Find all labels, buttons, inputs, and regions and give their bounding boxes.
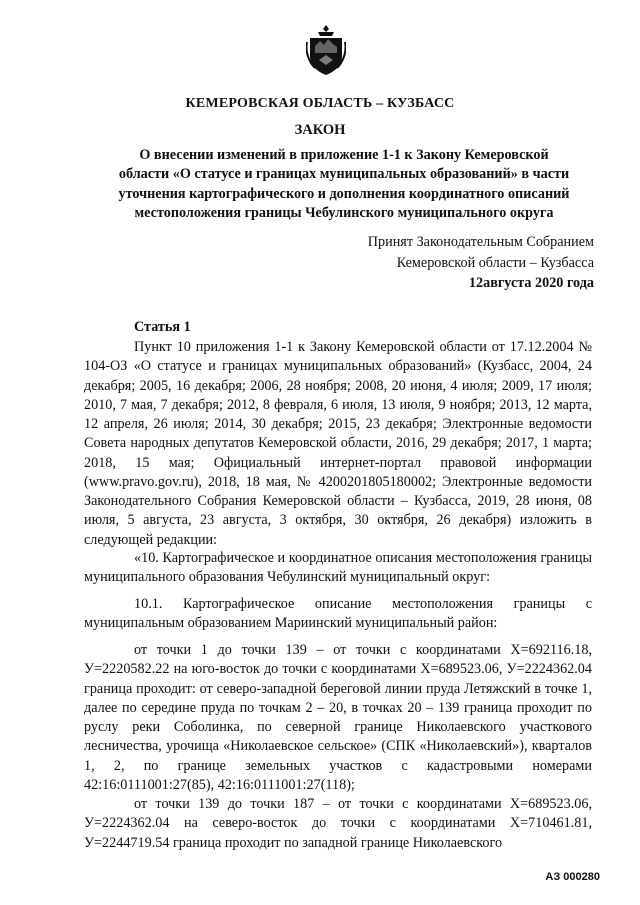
subject-line: уточнения картографического и дополнения координатного описаний <box>118 185 570 202</box>
document-type: ЗАКОН <box>294 122 346 138</box>
article-paragraph: Пункт 10 приложения 1-1 к Закону Кемеровской области от 17.12.2004 № 104-ОЗ «О статусе и границах муниципальных образований» (Кузбасс, 2004, 24 декабря; 2005, 16 декабря; 2006, 28 ноября; 2008, 20 июня, 4 июля; 2009, 17 июля; 2010, 7 мая, 7 декабря; 2012, 8 февраля, 6 июля, 13 июля, 9 ноября; 2013, 12 марта, 12 апреля, 26 июля; 2014, 30 декабря; 2015, 23 декабря; Электронные ведомости Совета народных депутатов Кемеровской области, 2016, 29 декабря; 2017, 1 марта; 2018, 15 мая; Официальный интернет-портал правовой информации (www.pravo.gov.ru), 2018, 18 мая, № 4200201805180002; Электронные ведомости Законодательного Собрания Кемеровской области – Кузбасса, 2019, 28 июня, 08 июля, 5 августа, 23 августа, 3 октября, 30 октября, 26 декабря) изложить в следующей редакции: <box>84 339 592 548</box>
coat-of-arms-emblem <box>306 24 346 76</box>
form-number: АЗ 000280 <box>545 871 600 883</box>
article-title: Статья 1 <box>134 319 191 335</box>
adoption-line: Кемеровской области – Кузбасса <box>396 254 594 271</box>
adoption-line: Принят Законодательным Собранием <box>367 234 594 250</box>
boundary-paragraph: от точки 139 до точки 187 – от точки с координатами Х=689523.06, У=2224362.04 на северо-восток до точки с координатами Х=710461.81, У=2244719.54 граница проходит по западной границе Николаевского <box>84 796 592 851</box>
section-heading: 10.1. Картографическое описание местоположения границы с муниципальным образованием Мариинский муниципальный район: <box>84 596 592 632</box>
adoption-date: 12августа 2020 года <box>468 275 594 291</box>
adoption-block <box>368 232 594 294</box>
boundary-paragraph: от точки 1 до точки 139 – от точки с координатами Х=692116.18, У=2220582.22 на юго-восток до точки с координатами Х=689523.06, У=2224362.04 граница проходит: от северо-западной береговой линии пруда Летяжский в точке 1, далее по середине пруда по точкам 2 – 20, в точках 20 – 139 граница проходит по руслу реки Соболинка, по северной границе Николаевского участкового лесничества, урочища «Николаевское сельское» (СПК «Николаевский»), кварталов 1, 2, по границе земельных участков с кадастровыми номерами 42:16:0111001:27(85), 42:16:0111001:27(118); <box>84 642 592 793</box>
subject-line: местоположения границы Чебулинского муниципального округа <box>134 204 554 221</box>
quoted-item: «10. Картографическое и координатное описания местоположения границы муниципального образования Чебулинский муниципальный округ: <box>84 550 592 586</box>
subject-line: области «О статусе и границах муниципальных образований» в части <box>118 166 570 183</box>
law-subject <box>108 146 580 223</box>
region-title: КЕМЕРОВСКАЯ ОБЛАСТЬ – КУЗБАСС <box>185 96 455 111</box>
subject-line: О внесении изменений в приложение 1-1 к Закону Кемеровской <box>139 147 549 163</box>
